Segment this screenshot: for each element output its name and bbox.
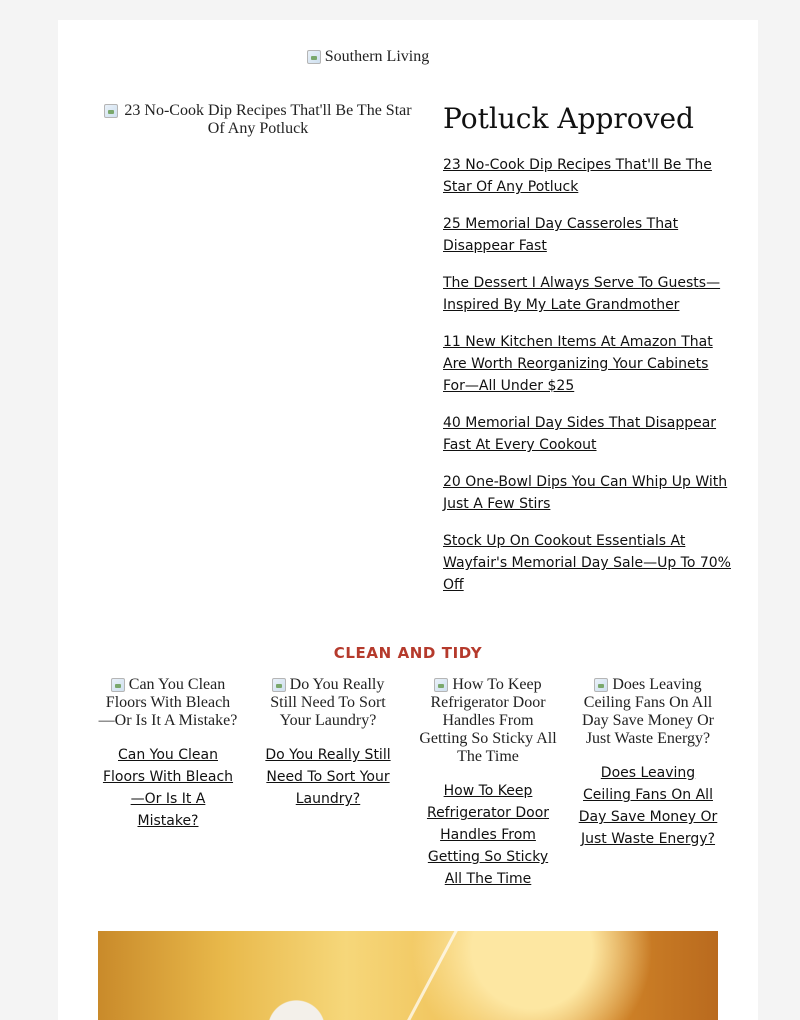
article-link[interactable]: Do You Really Still Need To Sort Your Laundry?	[265, 747, 391, 807]
article-link[interactable]: 25 Memorial Day Casseroles That Disappear Fast	[443, 216, 679, 254]
article-link[interactable]: 20 One-Bowl Dips You Can Whip Up With Just A Few Stirs	[443, 474, 728, 512]
thumbnail-alt-text: Do You Really Still Need To Sort Your Laundry?	[270, 676, 386, 729]
broken-image-icon	[104, 104, 118, 118]
section-heading: Potluck Approved	[443, 102, 694, 135]
article-card	[258, 676, 398, 890]
article-card	[98, 676, 238, 890]
broken-image-icon	[434, 678, 448, 692]
article-card-grid	[98, 676, 718, 890]
thumbnail-alt-text: Can You Clean Floors With Bleach—Or Is It A Mistake?	[98, 676, 238, 729]
article-thumbnail[interactable]	[418, 676, 558, 766]
article-card	[578, 676, 718, 890]
feature-banner-image[interactable]	[98, 931, 718, 1020]
email-body	[58, 20, 758, 1020]
logo-image[interactable]	[218, 48, 518, 72]
list-item	[443, 530, 733, 596]
article-card	[418, 676, 558, 890]
potluck-section	[443, 100, 733, 611]
article-link[interactable]: 23 No-Cook Dip Recipes That'll Be The Star Of Any Potluck	[443, 157, 712, 195]
article-link[interactable]: 11 New Kitchen Items At Amazon That Are Worth Reorganizing Your Cabinets For—All Under $25	[443, 334, 713, 394]
thumbnail-alt-text: How To Keep Refrigerator Door Handles From Getting So Sticky All The Time	[419, 676, 557, 765]
article-link[interactable]: How To Keep Refrigerator Door Handles From Getting So Sticky All The Time	[426, 783, 550, 887]
logo-alt-text: Southern Living	[324, 48, 430, 65]
article-thumbnail[interactable]	[98, 676, 238, 730]
hero-alt-text: 23 No-Cook Dip Recipes That'll Be The Star Of Any Potluck	[124, 102, 412, 137]
article-link[interactable]: Stock Up On Cookout Essentials At Wayfair's Memorial Day Sale—Up To 70% Off	[443, 533, 731, 593]
list-item	[443, 213, 733, 257]
broken-image-icon	[594, 678, 608, 692]
article-link[interactable]: 40 Memorial Day Sides That Disappear Fast At Every Cookout	[443, 415, 717, 453]
broken-image-icon	[307, 50, 321, 64]
article-link[interactable]: Can You Clean Floors With Bleach—Or Is It A Mistake?	[102, 747, 234, 829]
list-item	[443, 471, 733, 515]
broken-image-icon	[272, 678, 286, 692]
article-link[interactable]: Does Leaving Ceiling Fans On All Day Save Money Or Just Waste Energy?	[578, 765, 718, 847]
section-title: CLEAN AND TIDY	[333, 644, 483, 662]
list-item	[443, 412, 733, 456]
list-item	[443, 272, 733, 316]
hero-image[interactable]	[98, 102, 418, 138]
article-link-list	[443, 154, 733, 596]
article-thumbnail[interactable]	[578, 676, 718, 748]
thumbnail-alt-text: Does Leaving Ceiling Fans On All Day Save Money Or Just Waste Energy?	[582, 676, 714, 747]
broken-image-icon	[111, 678, 125, 692]
list-item	[443, 331, 733, 397]
article-link[interactable]: The Dessert I Always Serve To Guests—Inspired By My Late Grandmother	[443, 275, 721, 313]
list-item	[443, 154, 733, 198]
article-thumbnail[interactable]	[258, 676, 398, 730]
